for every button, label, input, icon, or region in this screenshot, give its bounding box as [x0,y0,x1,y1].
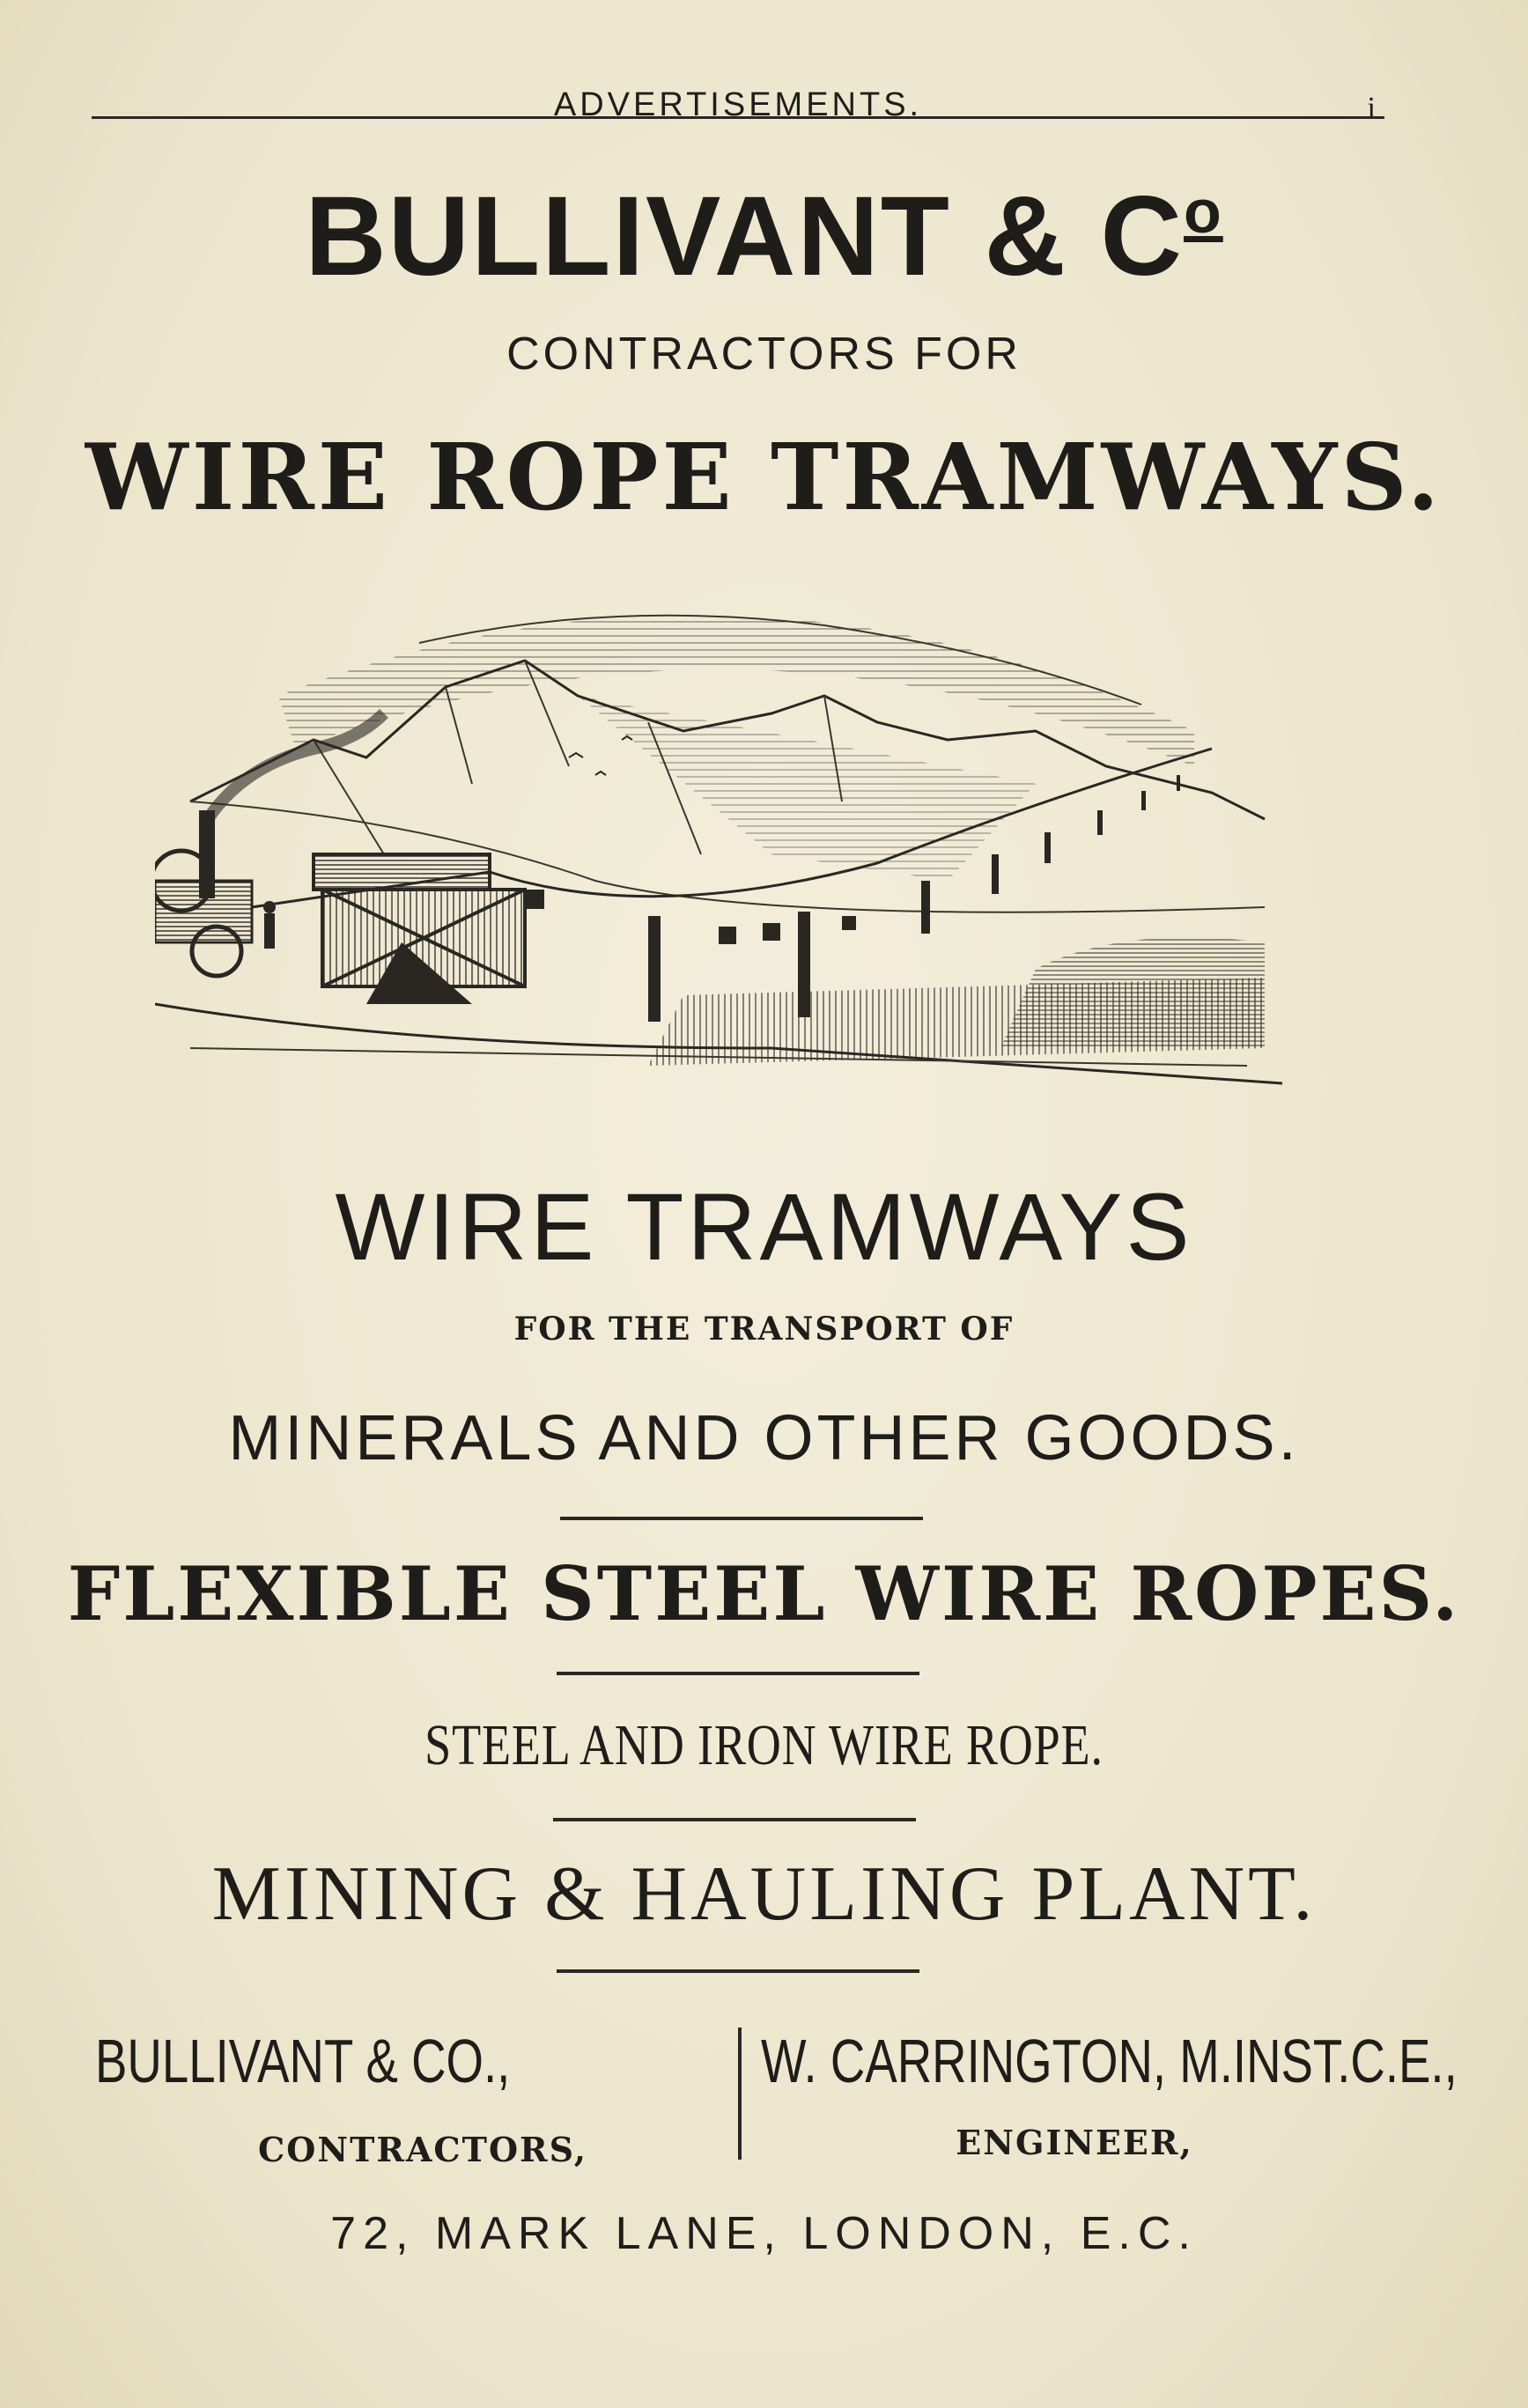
address-line: 72, MARK LANE, LONDON, E.C. [330,2208,1198,2259]
headline: WIRE ROPE TRAMWAYS. [85,423,1443,531]
minerals-line: MINERALS AND OTHER GOODS. [228,1403,1300,1474]
left-company-name: BULLIVANT & CO., [95,2027,511,2095]
tagline: CONTRACTORS FOR [506,329,1022,380]
company-name: BULLIVANT & C [305,174,1184,299]
company-title [0,172,1528,301]
divider-3 [553,1818,916,1821]
divider-4 [557,1969,919,1973]
company-suffix: o [1183,177,1223,246]
divider-2 [557,1672,919,1675]
divider-1 [560,1517,923,1520]
steel-iron-line: STEEL AND IRON WIRE ROPE. [424,1713,1104,1777]
mining-plant-line: MINING & HAULING PLANT. [211,1851,1317,1937]
right-engineer-role: ENGINEER, [956,2123,1193,2162]
page-number: i [1367,92,1376,124]
wire-tramways-heading: WIRE TRAMWAYS [335,1173,1193,1280]
header-rule [92,116,1384,119]
left-company-role: CONTRACTORS, [258,2130,587,2169]
column-divider [738,2028,742,2160]
ropeway-engraving [155,590,1309,1110]
right-engineer-name: W. CARRINGTON, M.INST.C.E., [761,2027,1458,2095]
for-transport-line: FOR THE TRANSPORT OF [513,1311,1015,1348]
running-title: ADVERTISEMENTS. [553,86,923,123]
flexible-ropes-line: FLEXIBLE STEEL WIRE ROPES. [67,1550,1461,1637]
